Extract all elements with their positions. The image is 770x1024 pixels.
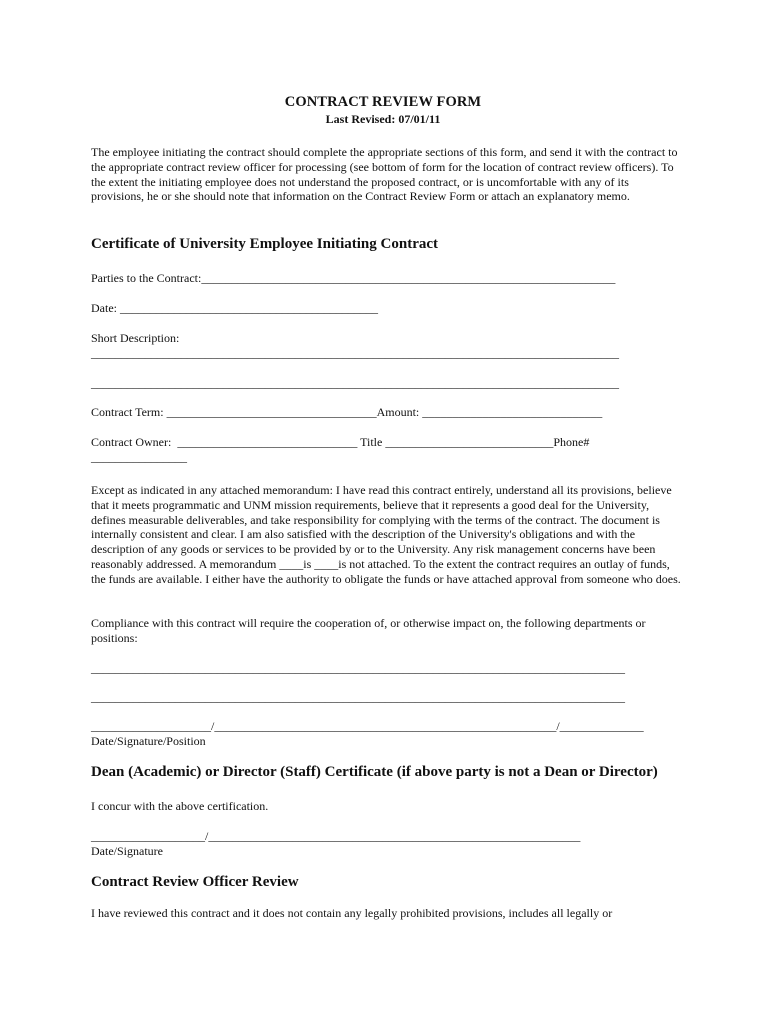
phone-line[interactable]: ________________ bbox=[91, 450, 187, 464]
section-heading-initiator: Certificate of University Employee Initiating Contract bbox=[91, 236, 439, 252]
description-line-2[interactable]: ________________________________________________________________________________________ bbox=[91, 376, 619, 390]
dean-signature-label: Date/Signature bbox=[91, 844, 163, 858]
date-field[interactable] bbox=[91, 301, 378, 316]
title-label: Title bbox=[360, 435, 383, 449]
date-label: Date: bbox=[91, 301, 117, 315]
form-title: CONTRACT REVIEW FORM bbox=[284, 94, 482, 110]
phone-label: Phone# bbox=[553, 435, 590, 449]
parties-line[interactable]: _____________________________________________________________________ bbox=[201, 271, 616, 285]
last-revised: Last Revised: 07/01/11 bbox=[325, 112, 441, 126]
section-heading-review-officer: Contract Review Officer Review bbox=[91, 874, 299, 890]
title-line[interactable]: ____________________________ bbox=[385, 435, 554, 449]
compliance-line-2[interactable]: _________________________________________________________________________________________ bbox=[91, 690, 625, 704]
initiator-signature-line[interactable]: ____________________/_________________________________________________________/______________ bbox=[91, 719, 644, 733]
section-heading-dean: Dean (Academic) or Director (Staff) Certificate (if above party is not a Dean or Director) bbox=[91, 764, 658, 780]
certification-paragraph: Except as indicated in any attached memorandum: I have read this contract entirely, understand all its provisions, believe that it meets programmatic and UNM mission requirements, believe that it represents a good deal for the University, defines measurable deliverables, and take responsibility for complying with the terms of the contract. The document is internally consistent and clear. I am also satisfied with the description of the University's obligations and with the description of any goods or services to be provided by or to the University. Any risk management concerns have been reasonably addressed. A memorandum ____is ____is not attached. To the extent the contract requires an outlay of funds, the funds are available. I either have the authority to obligate the funds or have attached approval from someone who does. bbox=[91, 483, 681, 586]
owner-line[interactable]: ______________________________ bbox=[177, 435, 358, 449]
concur-text: I concur with the above certification. bbox=[91, 799, 269, 813]
compliance-paragraph: Compliance with this contract will require the cooperation of, or otherwise impact on, the following departments or positions: bbox=[91, 616, 646, 645]
parties-label: Parties to the Contract: bbox=[91, 271, 202, 285]
term-label: Contract Term: bbox=[91, 405, 164, 419]
term-amount-row bbox=[91, 405, 602, 420]
parties-field[interactable] bbox=[91, 271, 615, 286]
compliance-line-1[interactable]: _________________________________________________________________________________________ bbox=[91, 661, 625, 675]
owner-label: Contract Owner: bbox=[91, 435, 172, 449]
date-line[interactable]: ___________________________________________ bbox=[120, 301, 378, 315]
dean-signature-line[interactable]: ___________________/______________________________________________________________ bbox=[91, 829, 581, 843]
short-description-label: Short Description: bbox=[91, 331, 180, 345]
description-line-1[interactable]: ________________________________________________________________________________________ bbox=[91, 346, 619, 360]
review-officer-text: I have reviewed this contract and it does not contain any legally prohibited provisions, includes all legally or bbox=[91, 906, 613, 920]
term-line[interactable]: ___________________________________ bbox=[166, 405, 377, 419]
amount-line[interactable]: ______________________________ bbox=[422, 405, 603, 419]
initiator-signature-label: Date/Signature/Position bbox=[91, 734, 206, 748]
intro-paragraph: The employee initiating the contract should complete the appropriate sections of this form, and send it with the contract to the appropriate contract review officer for processing (see bottom of form for the location of contract review officers). To the extent the initiating employee does not understand the proposed contract, or is uncomfortable with any of its provisions, he or she should note that information on the Contract Review Form or attach an explanatory memo. bbox=[91, 145, 678, 204]
amount-label: Amount: bbox=[376, 405, 420, 419]
owner-title-phone-row bbox=[91, 435, 589, 450]
